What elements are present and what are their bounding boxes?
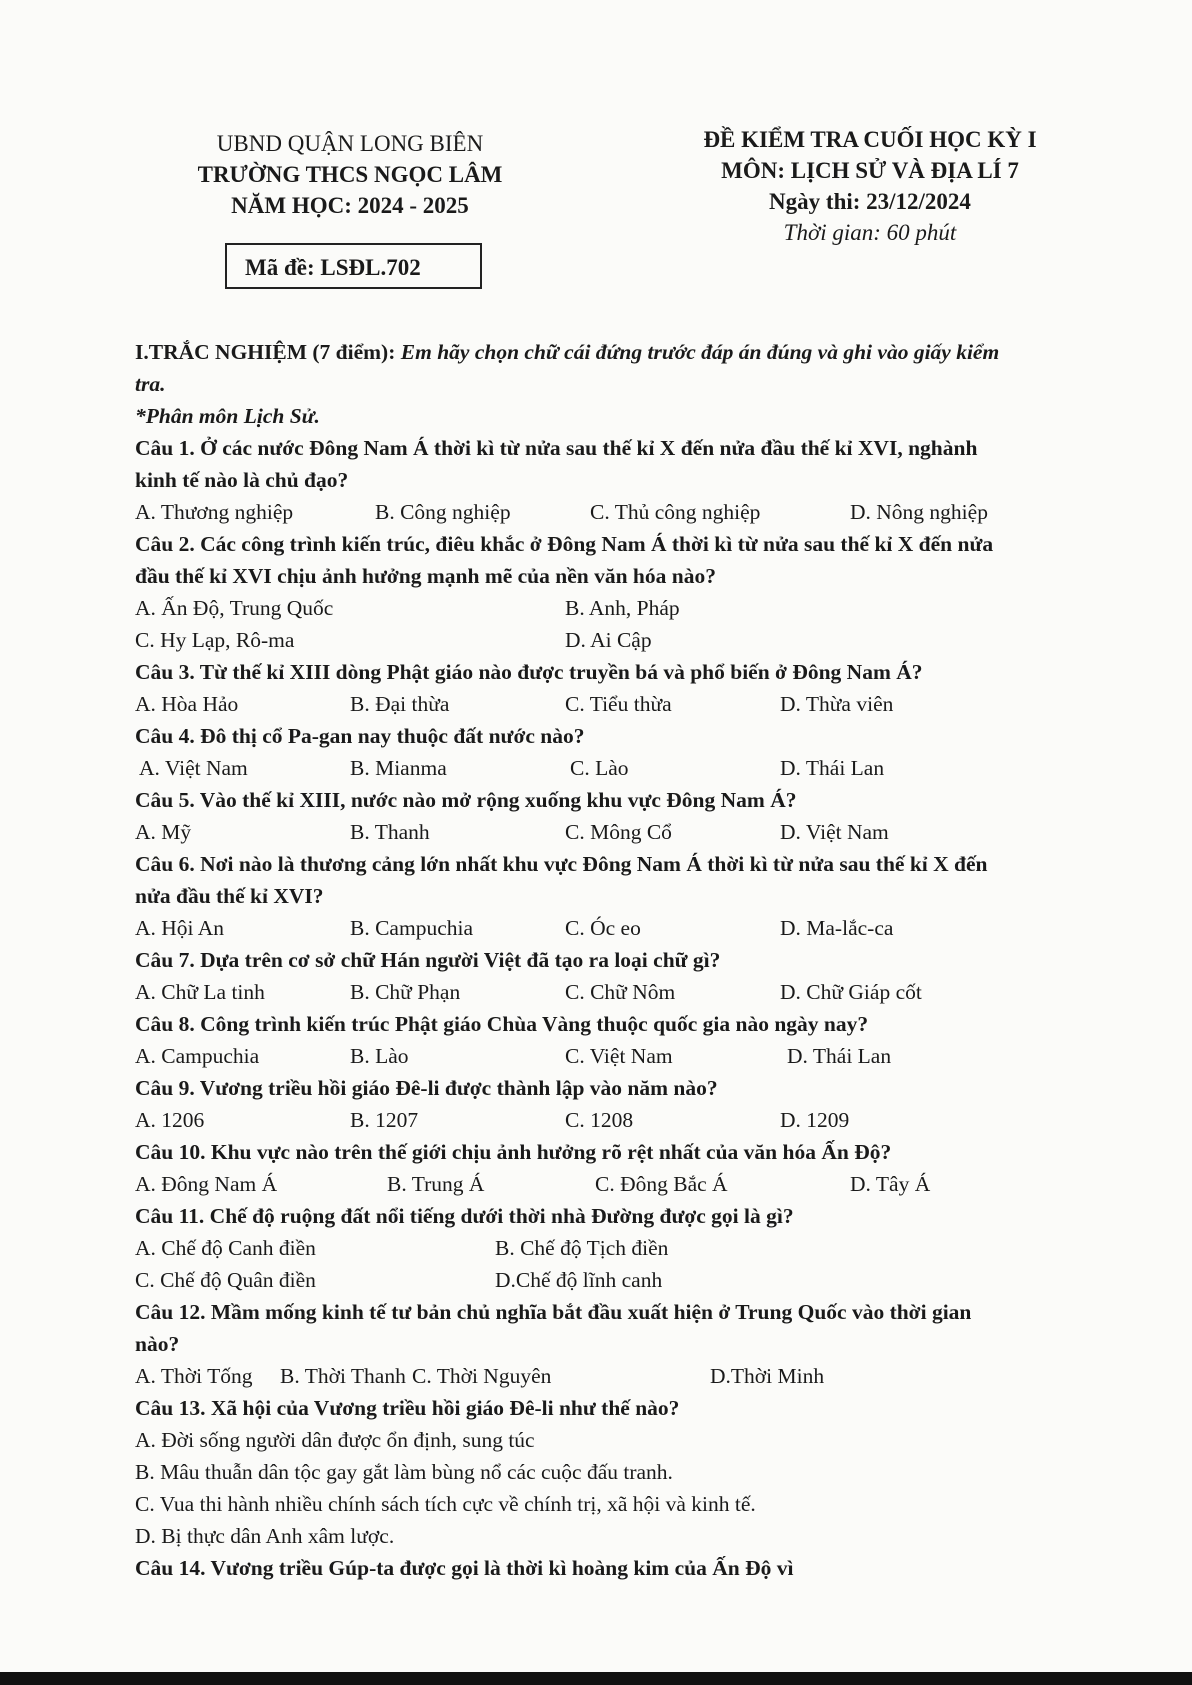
question-3: Câu 3. Từ thế kỉ XIII dòng Phật giáo nào được truyền bá và phổ biến ở Đông Nam Á?: [135, 660, 923, 684]
section-title-cont: tra.: [135, 372, 166, 396]
q11-option-b[interactable]: B. Chế độ Tịch điền: [495, 1236, 669, 1260]
q3-option-c[interactable]: C. Tiểu thừa: [565, 692, 672, 716]
question-4: Câu 4. Đô thị cổ Pa-gan nay thuộc đất nước nào?: [135, 724, 585, 748]
q10-option-d[interactable]: D. Tây Á: [850, 1172, 931, 1196]
q4-option-a[interactable]: A. Việt Nam: [139, 756, 248, 780]
question-1: Câu 1. Ở các nước Đông Nam Á thời kì từ nửa sau thế kỉ X đến nửa đầu thế kỉ XVI, nghành: [135, 436, 978, 460]
q7-option-c[interactable]: C. Chữ Nôm: [565, 980, 676, 1004]
q13-option-a[interactable]: A. Đời sống người dân được ổn định, sung túc: [135, 1428, 535, 1452]
school-name: TRƯỜNG THCS NGỌC LÂM: [197, 162, 503, 187]
q5-option-a[interactable]: A. Mỹ: [135, 820, 192, 844]
question-5-options: [135, 816, 1100, 848]
q11-option-d[interactable]: D.Chế độ lĩnh canh: [495, 1268, 663, 1292]
question-6: Câu 6. Nơi nào là thương cảng lớn nhất khu vực Đông Nam Á thời kì từ nửa sau thế kỉ X đến: [135, 852, 988, 876]
q12-option-c[interactable]: C. Thời Nguyên: [412, 1364, 552, 1388]
question-9: Câu 9. Vương triều hồi giáo Đê-li được thành lập vào năm nào?: [135, 1076, 718, 1100]
question-11-options-row2: [135, 1264, 1100, 1296]
q1-option-d[interactable]: D. Nông nghiệp: [850, 500, 988, 524]
q3-option-d[interactable]: D. Thừa viên: [780, 692, 894, 716]
district-name: UBND QUẬN LONG BIÊN: [216, 131, 484, 156]
q12-option-b[interactable]: B. Thời Thanh: [280, 1364, 406, 1388]
q2-option-b[interactable]: B. Anh, Pháp: [565, 596, 680, 620]
section-title: [135, 336, 1100, 368]
question-13: Câu 13. Xã hội của Vương triều hồi giáo Đê-li như thế nào?: [135, 1396, 680, 1420]
question-7: Câu 7. Dựa trên cơ sở chữ Hán người Việt đã tạo ra loại chữ gì?: [135, 948, 721, 972]
q3-option-b[interactable]: B. Đại thừa: [350, 692, 450, 716]
q11-option-a[interactable]: A. Chế độ Canh điền: [135, 1236, 316, 1260]
q7-option-a[interactable]: A. Chữ La tinh: [135, 980, 265, 1004]
question-12-cont: nào?: [135, 1332, 180, 1356]
q8-option-c[interactable]: C. Việt Nam: [565, 1044, 673, 1068]
question-8: Câu 8. Công trình kiến trúc Phật giáo Chùa Vàng thuộc quốc gia nào ngày nay?: [135, 1012, 869, 1036]
q8-option-b[interactable]: B. Lào: [350, 1044, 409, 1068]
question-7-options: [135, 976, 1100, 1008]
q12-option-d[interactable]: D.Thời Minh: [710, 1364, 825, 1388]
q6-option-c[interactable]: C. Óc eo: [565, 916, 641, 940]
q5-option-c[interactable]: C. Mông Cổ: [565, 820, 672, 844]
question-11: Câu 11. Chế độ ruộng đất nổi tiếng dưới thời nhà Đường được gọi là gì?: [135, 1204, 794, 1228]
question-5: Câu 5. Vào thế kỉ XIII, nước nào mở rộng xuống khu vực Đông Nam Á?: [135, 788, 797, 812]
question-9-options: [135, 1104, 1100, 1136]
exam-content: [135, 336, 1100, 1584]
question-2-cont: đầu thế kỉ XVI chịu ảnh hưởng mạnh mẽ của nền văn hóa nào?: [135, 564, 716, 588]
q13-option-b[interactable]: B. Mâu thuẫn dân tộc gay gắt làm bùng nổ các cuộc đấu tranh.: [135, 1460, 673, 1484]
q9-option-b[interactable]: B. 1207: [350, 1108, 419, 1132]
question-2-options-row1: [135, 592, 1100, 624]
q9-option-a[interactable]: A. 1206: [135, 1108, 205, 1132]
q1-option-c[interactable]: C. Thủ công nghiệp: [590, 500, 761, 524]
q6-option-a[interactable]: A. Hội An: [135, 916, 224, 940]
q10-option-a[interactable]: A. Đông Nam Á: [135, 1172, 278, 1196]
q2-option-a[interactable]: A. Ấn Độ, Trung Quốc: [135, 596, 334, 620]
exam-header: [680, 124, 1060, 248]
q11-option-c[interactable]: C. Chế độ Quân điền: [135, 1268, 316, 1292]
question-2-options-row2: [135, 624, 1100, 656]
q5-option-b[interactable]: B. Thanh: [350, 820, 430, 844]
q8-option-a[interactable]: A. Campuchia: [135, 1044, 260, 1068]
exam-date: Ngày thi: 23/12/2024: [769, 189, 971, 214]
q4-option-b[interactable]: B. Mianma: [350, 756, 447, 780]
question-12-options: [135, 1360, 1100, 1392]
question-11-options-row1: [135, 1232, 1100, 1264]
q12-option-a[interactable]: A. Thời Tống: [135, 1364, 253, 1388]
school-year: NĂM HỌC: 2024 - 2025: [231, 193, 469, 218]
q13-option-c[interactable]: C. Vua thi hành nhiều chính sách tích cực về chính trị, xã hội và kinh tế.: [135, 1492, 756, 1516]
q9-option-d[interactable]: D. 1209: [780, 1108, 850, 1132]
q1-option-b[interactable]: B. Công nghiệp: [375, 500, 511, 524]
q1-option-a[interactable]: A. Thương nghiệp: [135, 500, 294, 524]
question-10-options: [135, 1168, 1100, 1200]
question-6-cont: nửa đầu thế kỉ XVI?: [135, 884, 324, 908]
question-12: Câu 12. Mầm mống kinh tế tư bản chủ nghĩa bắt đầu xuất hiện ở Trung Quốc vào thời gian: [135, 1300, 972, 1324]
question-3-options: [135, 688, 1100, 720]
q2-option-d[interactable]: D. Ai Cập: [565, 628, 652, 652]
question-2: Câu 2. Các công trình kiến trúc, điêu khắc ở Đông Nam Á thời kì từ nửa sau thế kỉ X đến nửa: [135, 532, 994, 556]
q4-option-d[interactable]: D. Thái Lan: [780, 756, 885, 780]
q10-option-b[interactable]: B. Trung Á: [387, 1172, 485, 1196]
question-14: Câu 14. Vương triều Gúp-ta được gọi là thời kì hoàng kim của Ấn Độ vì: [135, 1556, 794, 1580]
q2-option-c[interactable]: C. Hy Lạp, Rô-ma: [135, 628, 295, 652]
question-1-options: [135, 496, 1100, 528]
q7-option-d[interactable]: D. Chữ Giáp cốt: [780, 980, 922, 1004]
q8-option-d[interactable]: D. Thái Lan: [787, 1044, 892, 1068]
q13-option-d[interactable]: D. Bị thực dân Anh xâm lược.: [135, 1524, 395, 1548]
question-1-cont: kinh tế nào là chủ đạo?: [135, 468, 349, 492]
question-10: Câu 10. Khu vực nào trên thế giới chịu ảnh hưởng rõ rệt nhất của văn hóa Ấn Độ?: [135, 1140, 892, 1164]
q4-option-c[interactable]: C. Lào: [570, 756, 629, 780]
q7-option-b[interactable]: B. Chữ Phạn: [350, 980, 461, 1004]
q10-option-c[interactable]: C. Đông Bắc Á: [595, 1172, 728, 1196]
q6-option-b[interactable]: B. Campuchia: [350, 916, 474, 940]
q6-option-d[interactable]: D. Ma-lắc-ca: [780, 916, 894, 940]
exam-title: ĐỀ KIỂM TRA CUỐI HỌC KỲ I: [703, 127, 1037, 152]
exam-duration: Thời gian: 60 phút: [783, 220, 957, 245]
exam-subject: MÔN: LỊCH SỬ VÀ ĐỊA LÍ 7: [721, 158, 1019, 183]
section-title-instructions: Em hãy chọn chữ cái đứng trước đáp án đúng và ghi vào giấy kiểm: [395, 340, 1000, 364]
question-8-options: [135, 1040, 1100, 1072]
question-4-options: [135, 752, 1100, 784]
q5-option-d[interactable]: D. Việt Nam: [780, 820, 889, 844]
subsection-title: *Phân môn Lịch Sử.: [135, 404, 320, 428]
q3-option-a[interactable]: A. Hòa Hảo: [135, 692, 239, 716]
section-title-bold: I.TRẮC NGHIỆM (7 điểm):: [135, 340, 396, 364]
exam-code-box: Mã đề: LSĐL.702: [225, 243, 482, 289]
school-header: [150, 128, 550, 221]
question-6-options: [135, 912, 1100, 944]
scan-edge-bar: [0, 1672, 1192, 1685]
q9-option-c[interactable]: C. 1208: [565, 1108, 634, 1132]
